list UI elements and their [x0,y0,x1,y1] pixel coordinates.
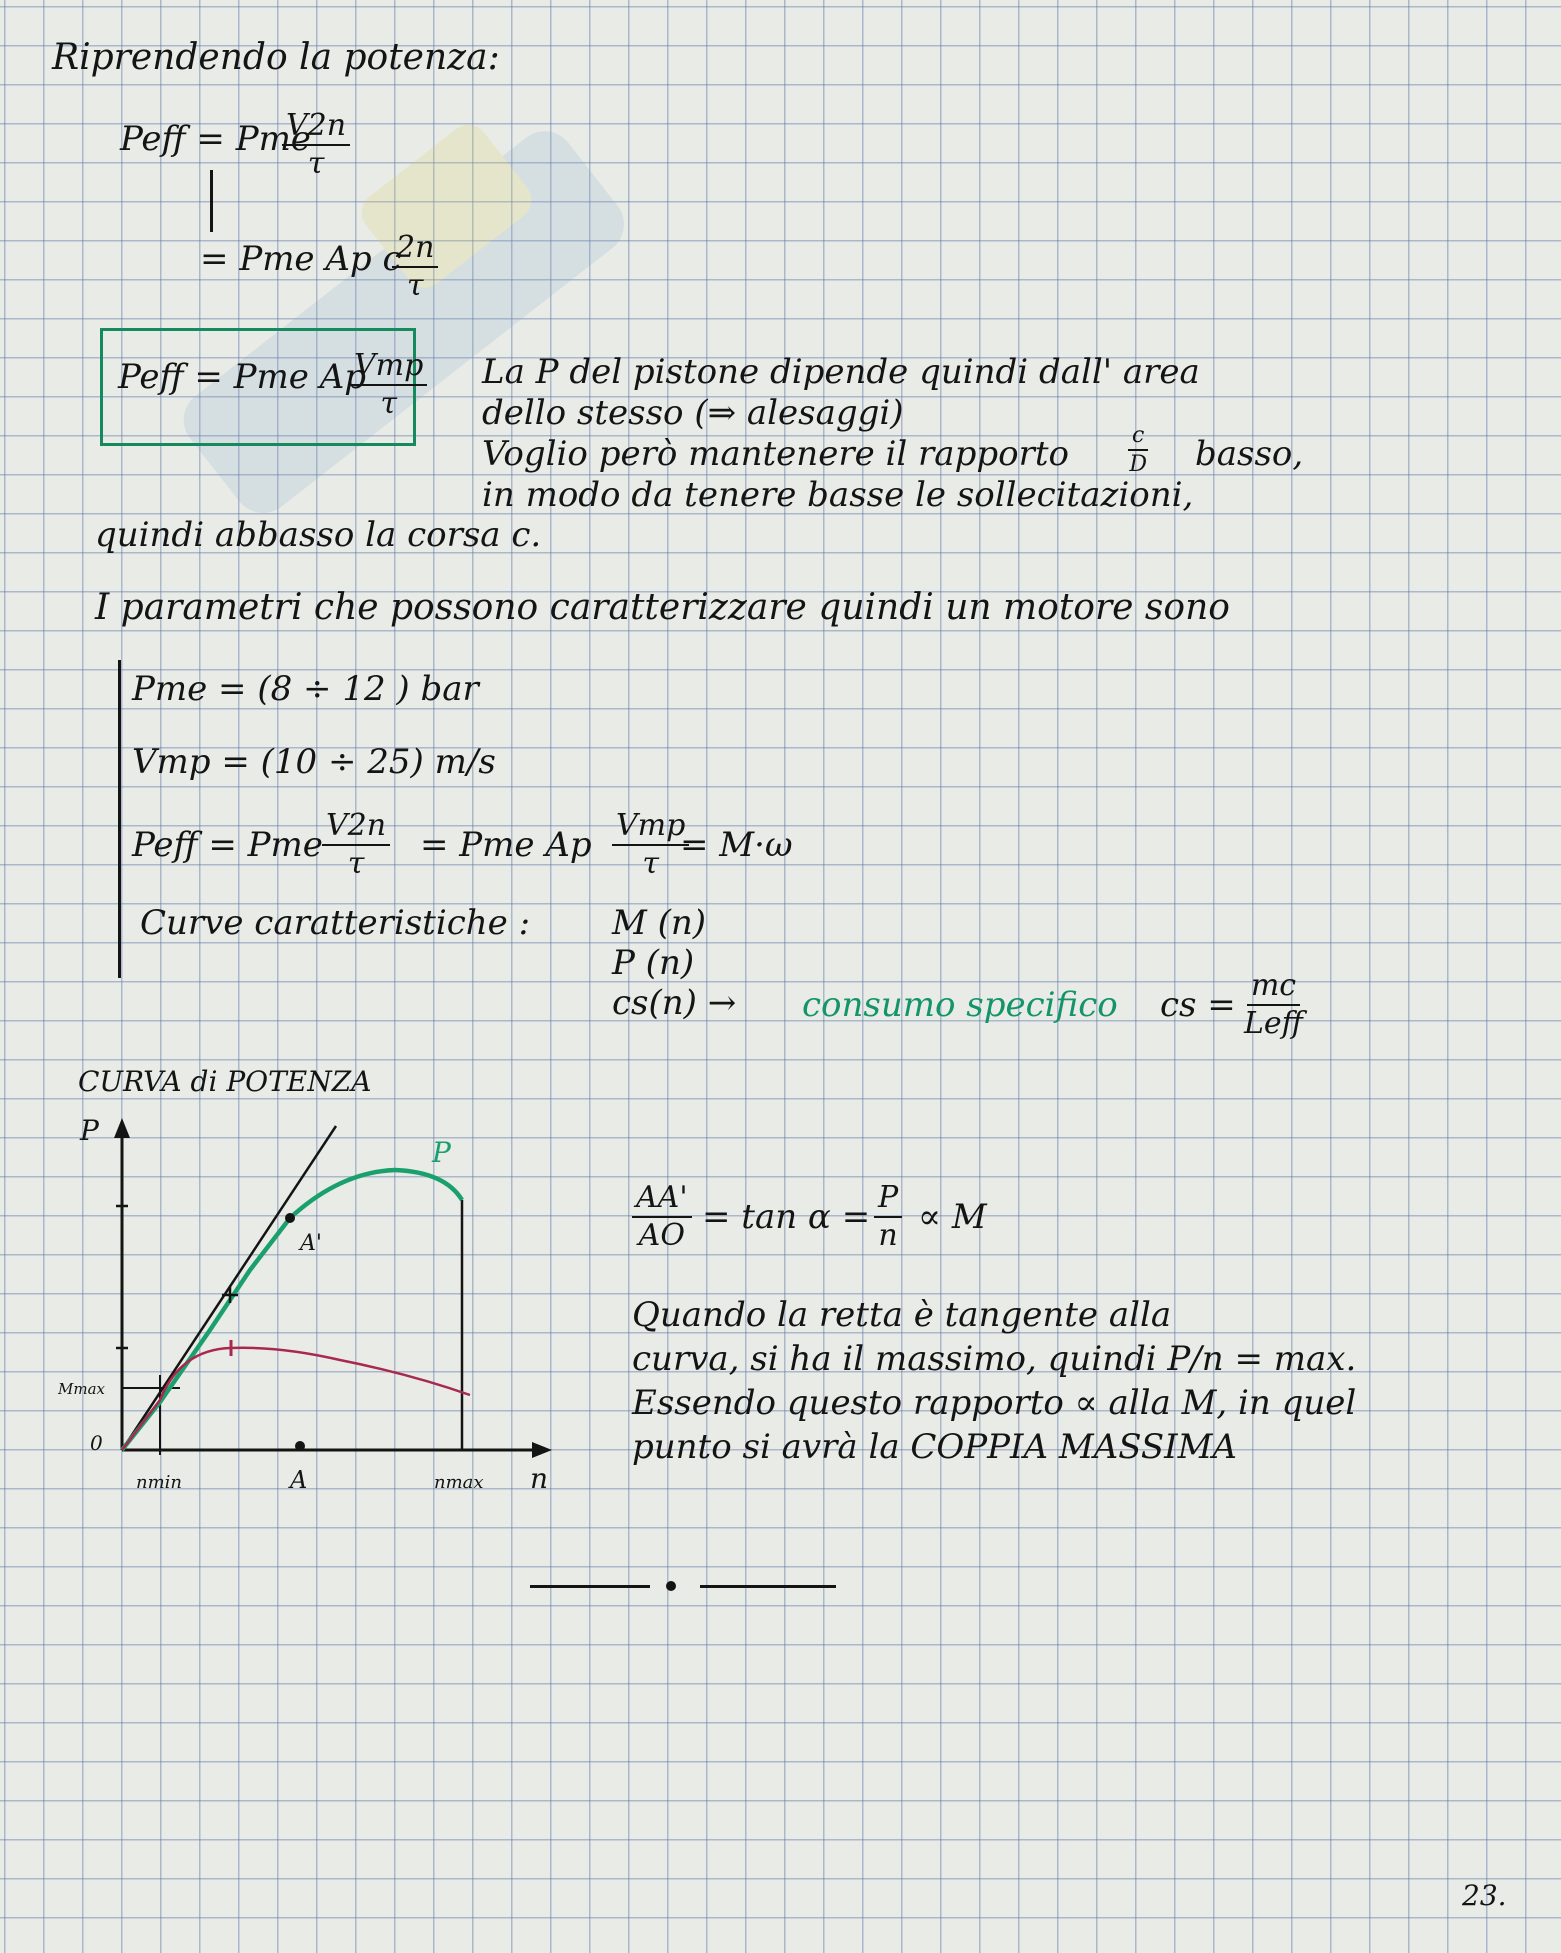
para2-line1: Quando la retta è tangente alla [632,1295,1172,1335]
divider-left [530,1585,650,1588]
para1-line3: Voglio però mantenere il rapporto [482,434,1069,474]
curve-m: M (n) [612,903,707,943]
curve-cs: cs(n) → [612,983,737,1023]
nmin-label: nmin [136,1472,183,1493]
eq1-denominator: τ [307,145,325,181]
tan-mid: = tan α = [702,1197,871,1237]
peff-end: = M·ω [680,825,793,865]
tan-end: ∝ M [918,1197,987,1237]
eq2-text: = Pme Ap c [200,239,402,279]
curve-p-label: P [432,1136,451,1169]
para2-line3: Essendo questo rapporto ∝ alla M, in quel [632,1383,1357,1423]
divider-right [700,1585,836,1588]
point-a-prime [285,1213,295,1223]
y-axis-arrow [114,1118,130,1138]
power-curve [122,1170,462,1450]
cs-fraction: mc Leff [1244,968,1303,1041]
a-prime-label: A' [300,1231,322,1256]
para1-line4: in modo da tenere basse le sollecitazioni, [482,475,1194,515]
peff-mid: = Pme Ap [420,825,592,865]
page-number: 23. [1462,1879,1507,1912]
heading: Riprendendo la potenza: [52,37,500,78]
para2-line2: curva, si ha il massimo, quindi P/n = max. [632,1339,1357,1379]
a-label: A [290,1466,308,1494]
eq1-lhs: Peff = Pme [120,119,311,159]
nmax-label: nmax [434,1472,484,1493]
bracket-line [210,170,213,232]
vmp-line: Vmp = (10 ÷ 25) m/s [132,742,496,782]
eq1-numerator: V2n [282,110,350,146]
params-intro: I parametri che possono caratterizzare quindi un motore sono [95,587,1230,628]
curves-label: Curve caratteristiche : [140,903,531,943]
para1-line2: dello stesso (⇒ alesaggi) [482,393,904,433]
graph-title: CURVA di POTENZA [78,1065,372,1098]
peff-lhs: Peff = Pme [132,825,323,865]
point-a [295,1441,305,1451]
ratio-fraction: $\frac{c}{D}$ [1129,423,1147,478]
peff-fraction2: Vmp τ [612,810,689,879]
tan-fraction1: $\frac{AA'}{AO}$ [632,1182,692,1251]
params-bracket [118,660,121,978]
consumo-specifico: consumo specifico [802,985,1118,1025]
para1-line5: quindi abbasso la corsa c. [95,515,542,555]
peff-fraction1: $\frac{V2n}{\tau}$ [322,810,390,879]
curve-p: P (n) [612,943,695,983]
eq2-fraction: $\frac{2n}{\tau}$ [392,232,438,301]
para1-line3b: basso, [1195,434,1304,474]
boxed-fraction: Vmp τ [350,350,427,419]
pme-line: Pme = (8 ÷ 12 ) bar [132,669,479,709]
torque-curve [122,1348,470,1450]
x-axis-arrow [532,1442,552,1458]
boxed-lhs: Peff = Pme Ap [118,357,367,397]
divider-dot [666,1581,676,1591]
para2-line4: punto si avrà la COPPIA MASSIMA [632,1427,1237,1467]
y-axis-label: P [80,1114,99,1147]
origin-label: 0 [90,1431,103,1455]
x-axis-label: n [530,1462,549,1495]
mmax-label: Mmax [58,1380,105,1398]
eq1-fraction [282,110,350,179]
power-curve-graph [50,1110,570,1510]
tan-fraction2: $\frac{P}{n}$ [874,1182,902,1251]
cs-lhs: cs = [1160,985,1236,1025]
para1-line1: La P del pistone dipende quindi dall' area [482,352,1200,392]
